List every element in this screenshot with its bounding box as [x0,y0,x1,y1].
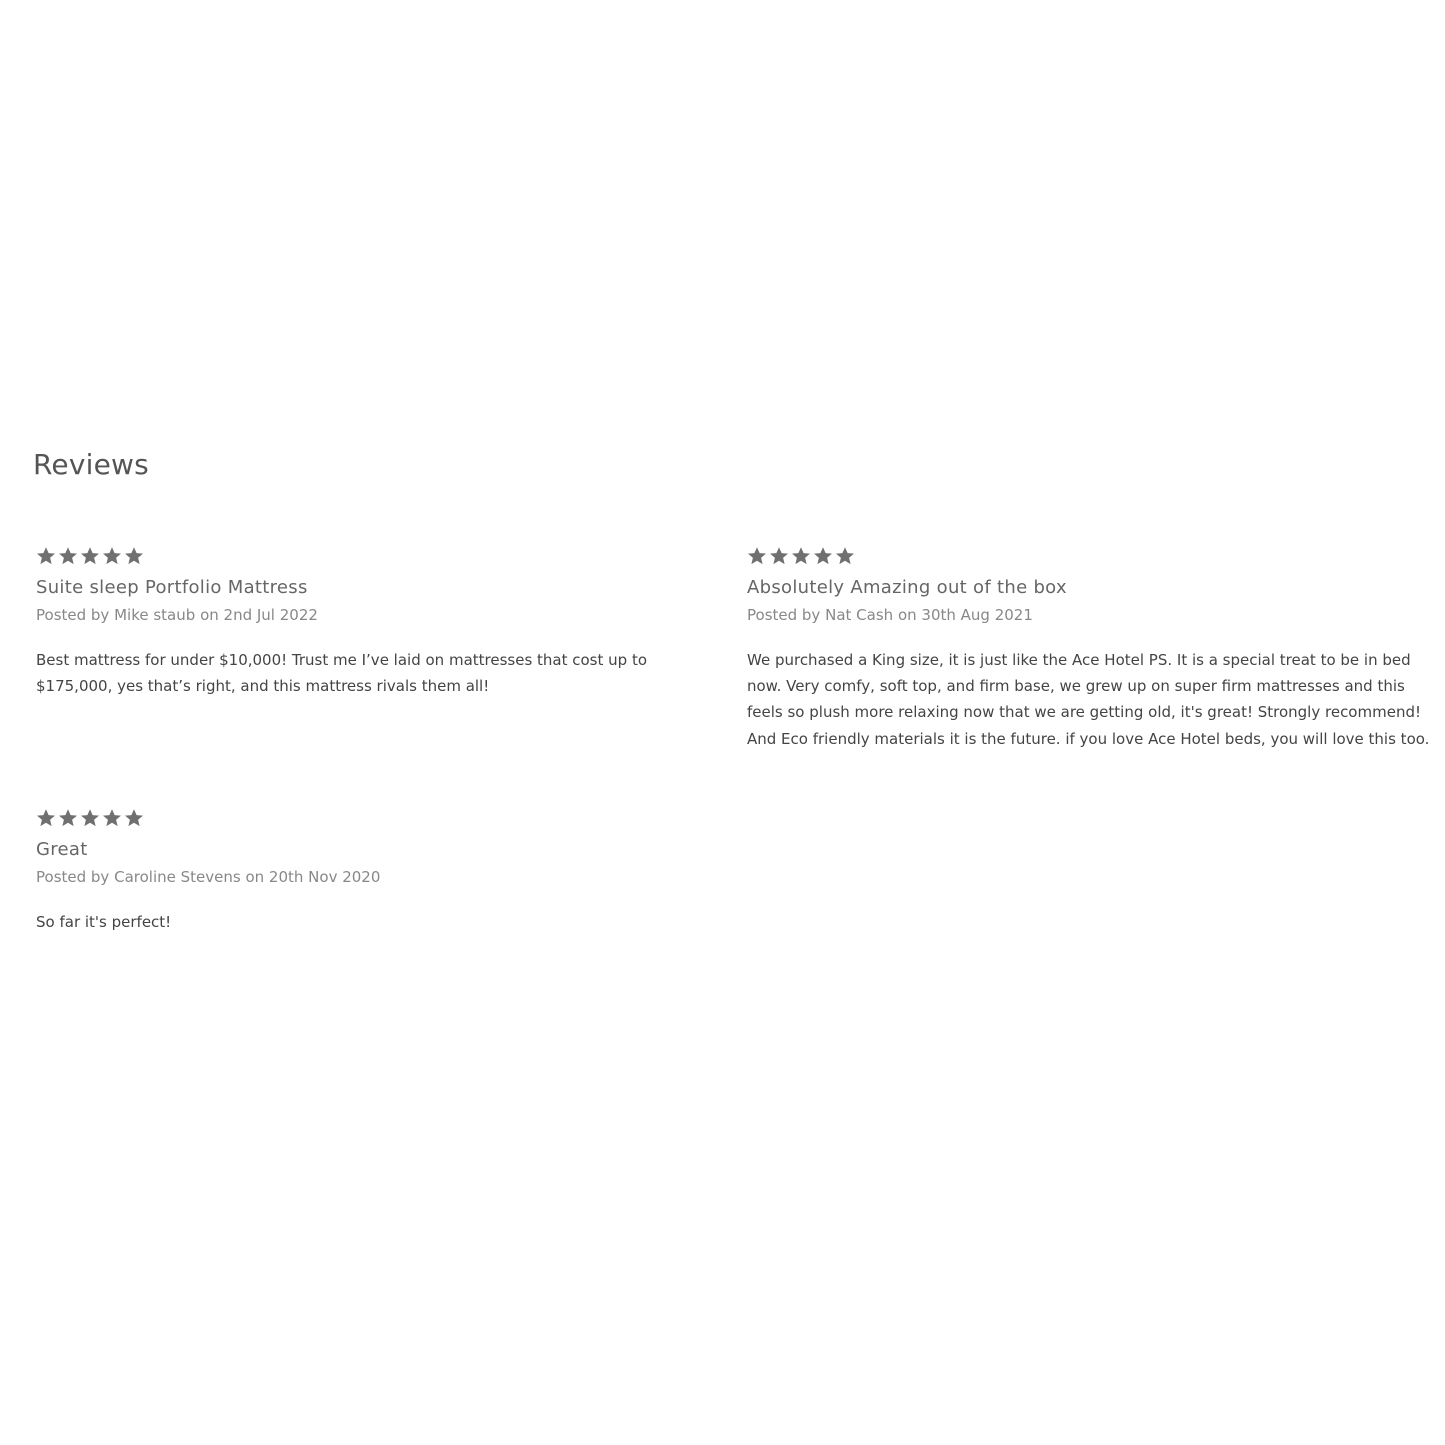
on-label: on [200,606,219,624]
star-icon [80,808,100,828]
reviews-heading: Reviews [33,448,149,481]
star-icon [102,808,122,828]
review-body: Best mattress for under $10,000! Trust me I’ve laid on mattresses that cost up to $175,000, yes that’s right, and this mattress rivals them all! [36,651,648,696]
review-body: We purchased a King size, it is just like the Ace Hotel PS. It is a special treat to be in bed now. Very comfy, soft top, and firm base, we grew up on super firm mattresses and this feels so plush more relaxing now that we are getting old, it's great! Strongly recommend! And Eco friendly materials it is the future. if you love Ace Hotel beds, you will love this too. [747,651,1430,748]
review-date: 30th Aug 2021 [921,606,1033,624]
star-icon [80,546,100,566]
review-body: So far it's perfect! [36,913,172,931]
review-title: Great [36,839,88,860]
star-icon [58,808,78,828]
review-meta [36,604,716,626]
star-icon [36,546,56,566]
review-author: Nat Cash [825,606,894,624]
star-icon [124,546,144,566]
star-rating [36,807,716,829]
star-icon [791,546,811,566]
review-meta [747,604,1427,626]
star-icon [36,808,56,828]
posted-by-label: Posted by [36,606,110,624]
star-icon [835,546,855,566]
star-icon [58,546,78,566]
star-icon [813,546,833,566]
reviews-section [33,440,1433,931]
star-rating [36,545,716,567]
review-title: Absolutely Amazing out of the box [747,577,1067,598]
star-icon [102,546,122,566]
review-meta [36,866,716,888]
star-icon [769,546,789,566]
review-date: 20th Nov 2020 [268,868,381,886]
star-rating [747,545,1427,567]
review-author: Caroline Stevens [114,868,241,886]
review-card [36,807,716,935]
review-date: 2nd Jul 2022 [223,606,318,624]
star-icon [124,808,144,828]
star-icon [747,546,767,566]
review-card [36,545,716,699]
review-card [747,545,1430,752]
posted-by-label: Posted by [36,868,110,886]
posted-by-label: Posted by [747,606,821,624]
review-author: Mike staub [114,606,196,624]
on-label: on [245,868,265,886]
on-label: on [897,606,917,624]
review-title: Suite sleep Portfolio Mattress [36,577,308,598]
